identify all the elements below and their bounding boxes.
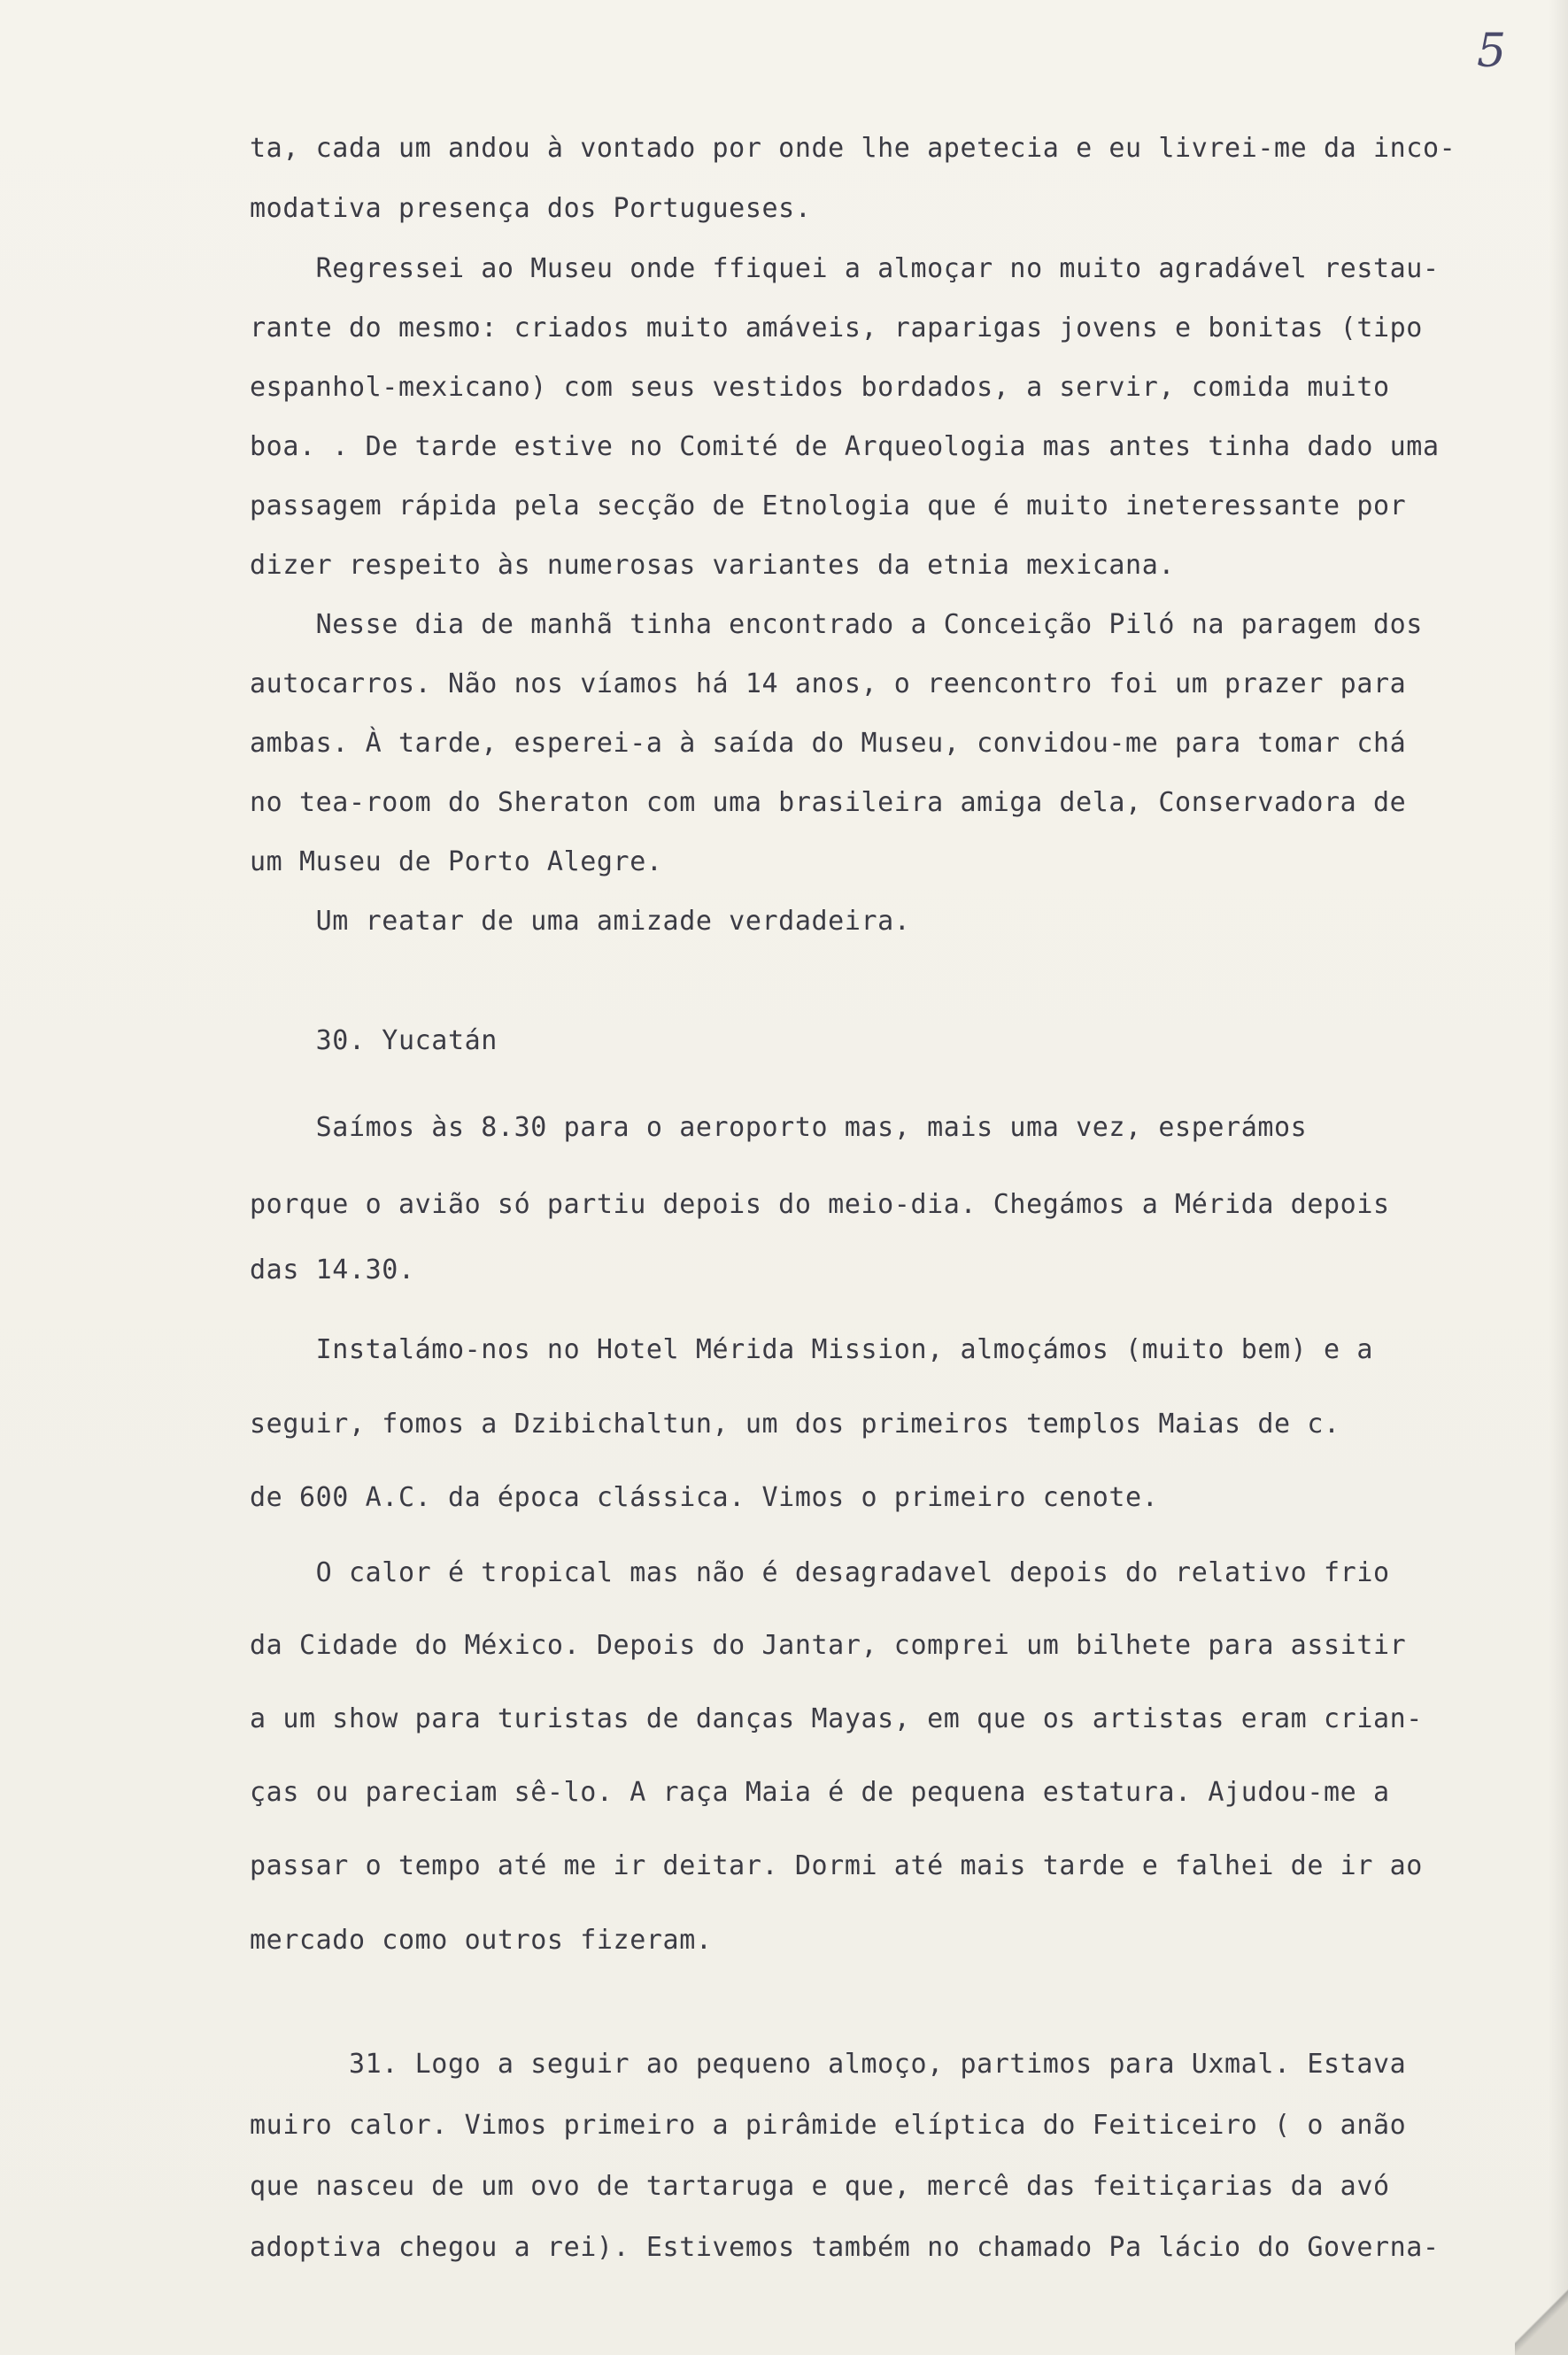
- text-line: O calor é tropical mas não é desagradavel depois do relativo frio: [250, 1557, 1390, 1588]
- text-line: Regressei ao Museu onde ffiquei a almoçar no muito agradável restau-: [250, 253, 1440, 284]
- text-line: mercado como outros fizeram.: [250, 1925, 713, 1956]
- text-line: de 600 A.C. da época clássica. Vimos o primeiro cenote.: [250, 1482, 1159, 1513]
- text-line: a um show para turistas de danças Mayas, em que os artistas eram crian-: [250, 1703, 1423, 1734]
- text-line: no tea-room do Sheraton com uma brasileira amiga dela, Conservadora de: [250, 787, 1407, 818]
- text-line: espanhol-mexicano) com seus vestidos bordados, a servir, comida muito: [250, 372, 1390, 403]
- text-line: passar o tempo até me ir deitar. Dormi até mais tarde e falhei de ir ao: [250, 1850, 1423, 1881]
- text-line: Saímos às 8.30 para o aeroporto mas, mais uma vez, esperámos: [250, 1112, 1308, 1143]
- text-line: ta, cada um andou à vontado por onde lhe apetecia e eu livrei-me da inco-: [250, 133, 1456, 164]
- text-line: muiro calor. Vimos primeiro a pirâmide elíptica do Feiticeiro ( o anão: [250, 2110, 1407, 2141]
- section-heading: 30. Yucatán: [250, 1025, 498, 1056]
- text-line: das 14.30.: [250, 1255, 415, 1286]
- text-line: modativa presença dos Portugueses.: [250, 193, 812, 224]
- text-line: Um reatar de uma amizade verdadeira.: [250, 906, 911, 937]
- text-line: da Cidade do México. Depois do Jantar, comprei um bilhete para assitir: [250, 1630, 1407, 1661]
- text-line: ças ou pareciam sê-lo. A raça Maia é de pequena estatura. Ajudou-me a: [250, 1777, 1390, 1808]
- text-line: que nasceu de um ovo de tartaruga e que, mercê das feitiçarias da avó: [250, 2171, 1390, 2202]
- text-line: ambas. À tarde, esperei-a à saída do Museu, convidou-me para tomar chá: [250, 728, 1407, 759]
- text-line: Instalámo-nos no Hotel Mérida Mission, almoçámos (muito bem) e a: [250, 1334, 1373, 1365]
- page-number: 5: [1477, 25, 1507, 78]
- text-line: 31. Logo a seguir ao pequeno almoço, partimos para Uxmal. Estava: [250, 2049, 1407, 2080]
- text-line: dizer respeito às numerosas variantes da etnia mexicana.: [250, 550, 1176, 581]
- text-line: passagem rápida pela secção de Etnologia que é muito ineteressante por: [250, 490, 1407, 521]
- text-line: Nesse dia de manhã tinha encontrado a Conceição Piló na paragem dos: [250, 609, 1423, 640]
- text-line: porque o avião só partiu depois do meio-dia. Chegámos a Mérida depois: [250, 1189, 1390, 1220]
- text-line: rante do mesmo: criados muito amáveis, raparigas jovens e bonitas (tipo: [250, 313, 1423, 344]
- text-line: adoptiva chegou a rei). Estivemos também no chamado Pa lácio do Governa-: [250, 2232, 1440, 2263]
- page-edge-shadow: [1549, 0, 1568, 2355]
- page-corner-fold: [1515, 2275, 1568, 2355]
- text-line: boa. . De tarde estive no Comité de Arqueologia mas antes tinha dado uma: [250, 431, 1440, 462]
- text-line: um Museu de Porto Alegre.: [250, 846, 663, 877]
- text-line: autocarros. Não nos víamos há 14 anos, o reencontro foi um prazer para: [250, 668, 1407, 699]
- text-line: seguir, fomos a Dzibichaltun, um dos primeiros templos Maias de c.: [250, 1409, 1340, 1440]
